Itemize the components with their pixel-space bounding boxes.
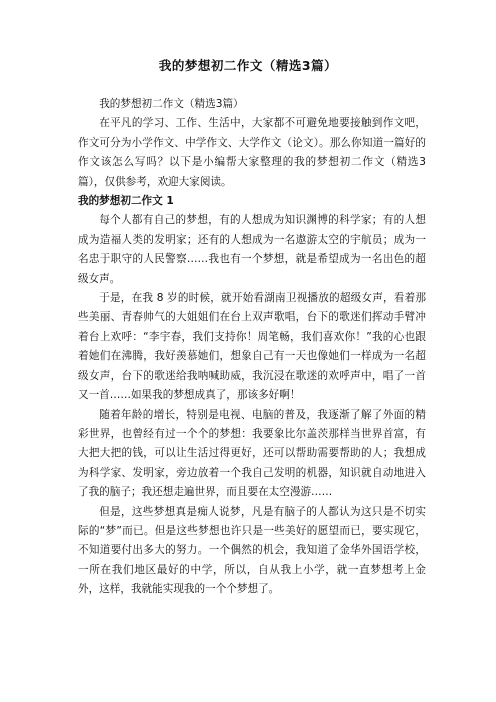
- document-title: 我的梦想初二作文（精选3篇）: [158, 58, 338, 73]
- essay-paragraph: 但是，这些梦想真是痴人说梦，凡是有脑子的人都认为这只是不切实际的“梦”而已。但是这些梦想也许只是一些美好的愿望而已，要实现它，不知道要付出多大的努力。一个偶然的机会，我知道了金华外国语学校，一所在我们地区最好的中学，所以，自从我上小学，就一直梦想考上金外，这样，我就能实现我的一个个梦想了。: [78, 505, 426, 596]
- essay-heading: 我的梦想初二作文 1: [78, 195, 174, 208]
- essay-paragraph: 每个人都有自己的梦想，有的人想成为知识渊博的科学家；有的人想成为造福人类的发明家；还有的人想成为一名遨游太空的宇航员；成为一名忠于职守的人民警察……我也有一个梦想，就是希望成为一名出色的超级女声。: [78, 214, 426, 285]
- essay-paragraph: 于是，在我 8 岁的时候，就开始看湖南卫视播放的超级女声，看着那些美丽、青春帅气的大姐姐们在台上双声歌唱，台下的歌迷们挥动手臂冲着台上欢呼：“李宇春，我们支持你！周笔畅，我们喜欢你！”我的心也跟着她们在沸腾，我好羡慕她们，想象自己有一天也像她们一样成为一名超级女声，台下的歌迷给我呐喊助威，我沉浸在歌迷的欢呼声中，唱了一首又一首……如果我的梦想成真了，那该多好啊！: [78, 292, 426, 402]
- document-body: [78, 95, 426, 600]
- intro-subtitle: 我的梦想初二作文（精选3篇）: [99, 98, 244, 110]
- intro-paragraph: 在平凡的学习、工作、生活中，大家都不可避免地要接触到作文吧，作文可分为小学作文、中学作文、大学作文（论文）。那么你知道一篇好的作文该怎么写吗？以下是小编帮大家整理的我的梦想初二作文（精选3篇），仅供参考，欢迎大家阅读。: [78, 117, 426, 188]
- essay-paragraph: 随着年龄的增长，特别是电视、电脑的普及，我逐渐了解了外面的精彩世界，也曾经有过一个个的梦想：我要象比尔盖茨那样当世界首富，有大把大把的钱，可以让生活过得更好，还可以帮助需要帮助的人；我想成为科学家、发明家，旁边放着一个我自己发明的机器，知识就自动地进入了我的脑子；我还想走遍世界，而且要在太空漫游……: [78, 408, 426, 499]
